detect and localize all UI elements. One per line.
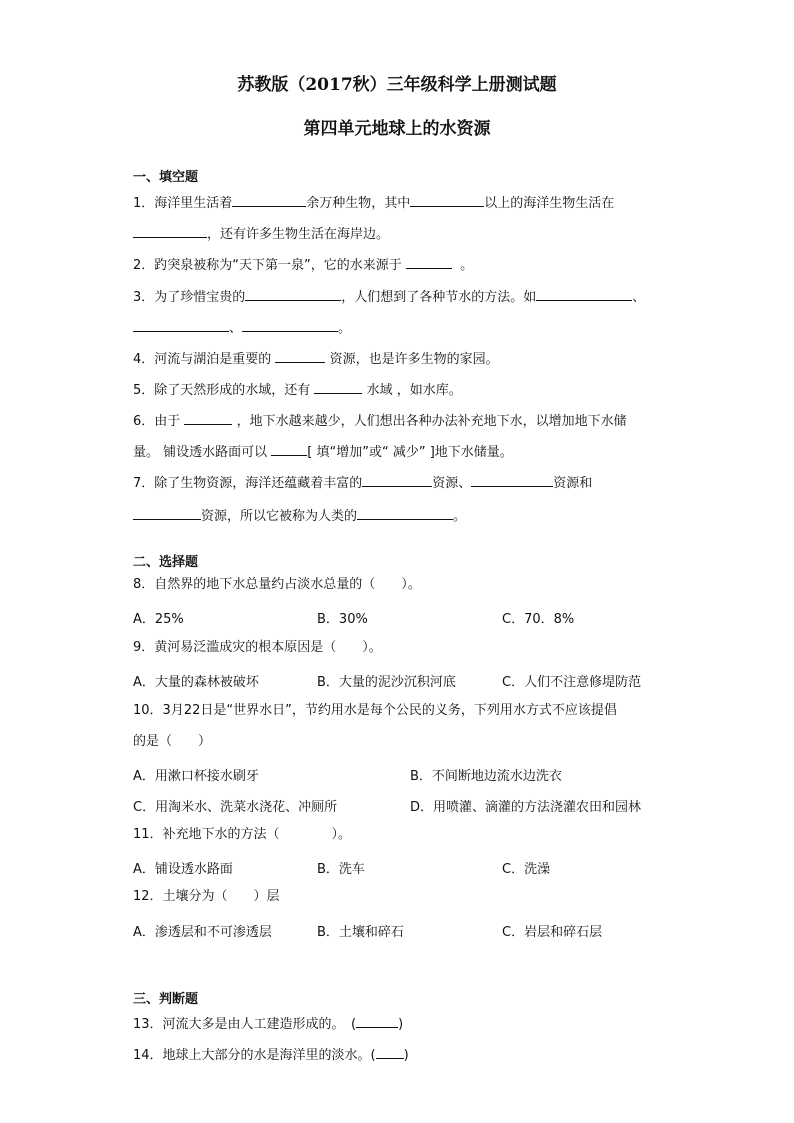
- q8-option-b[interactable]: B．30%: [317, 612, 368, 627]
- q1-text-a: 1．海洋里生活着: [133, 196, 233, 211]
- q9-option-b[interactable]: B．大量的泥沙沉积河底: [317, 675, 456, 690]
- question-6-line-2: [133, 442, 513, 461]
- q13-text: 13．河流大多是由人工建造形成的。 (: [133, 1017, 357, 1032]
- question-9: 9．黄河易泛滥成灾的根本原因是（ ）。: [133, 640, 382, 655]
- q6-text-c: 量。 铺设透水路面可以: [133, 445, 268, 460]
- question-14: [133, 1045, 409, 1064]
- q12-option-b[interactable]: B．土壤和碎石: [317, 925, 404, 940]
- question-11: 11．补充地下水的方法（ ）。: [133, 827, 352, 842]
- q13-close: ): [398, 1017, 404, 1032]
- q7-text-d: 资源，所以它被称为人类的: [201, 509, 358, 524]
- q1-text-b: 余万种生物，其中: [306, 196, 411, 211]
- q3-text-d: 、: [229, 321, 243, 336]
- q10-option-a[interactable]: A．用漱口杯接水刷牙: [133, 769, 259, 784]
- q11-option-c[interactable]: C．洗澡: [502, 862, 551, 877]
- question-7-line-2: [133, 506, 466, 525]
- q1-text-c: 以上的海洋生物生活在: [484, 196, 615, 211]
- answer-blank[interactable]: [471, 473, 553, 487]
- q3-text-e: 。: [338, 321, 352, 336]
- q8-option-a[interactable]: A．25%: [133, 612, 184, 627]
- q9-option-a[interactable]: A．大量的森林被破坏: [133, 675, 259, 690]
- question-1-line-2: [133, 224, 389, 243]
- question-7-line-1: [133, 473, 592, 492]
- question-10-line-2: 的是（ ）: [133, 734, 212, 749]
- q3-text-c: 、: [632, 290, 646, 305]
- q8-option-c[interactable]: C．70．8%: [502, 612, 575, 627]
- q7-text-b: 资源、: [432, 476, 472, 491]
- document-title: 苏教版（2017秋）三年级科学上册测试题: [237, 75, 557, 95]
- answer-blank[interactable]: [232, 193, 306, 207]
- question-6-line-1: [133, 411, 627, 430]
- answer-blank[interactable]: [357, 506, 453, 520]
- answer-blank[interactable]: [362, 473, 432, 487]
- q6-text-a: 6．由于: [133, 414, 181, 429]
- q10-option-d[interactable]: D．用喷灌、滴灌的方法浇灌农田和园林: [410, 800, 642, 815]
- q1-text-d: ，还有许多生物生活在海岸边。: [207, 227, 390, 242]
- answer-blank[interactable]: [536, 287, 632, 301]
- q3-text-a: 3．为了珍惜宝贵的: [133, 290, 246, 305]
- answer-blank[interactable]: [314, 380, 362, 394]
- q4-text-b: 资源，也是许多生物的家园。: [329, 352, 499, 367]
- q7-text-c: 资源和: [553, 476, 593, 491]
- question-3-line-2: [133, 318, 351, 337]
- question-4: [133, 349, 499, 368]
- answer-blank[interactable]: [275, 349, 325, 363]
- q2-text-a: 2．趵突泉被称为“天下第一泉”，它的水来源于: [133, 258, 402, 273]
- question-13: [133, 1014, 403, 1033]
- question-10-line-1: 10．3月22日是“世界水日”，节约用水是每个公民的义务，下列用水方式不应该提倡: [133, 703, 617, 718]
- answer-blank[interactable]: [133, 318, 229, 332]
- question-12: 12．土壤分为（ ）层: [133, 889, 280, 904]
- question-5: [133, 380, 462, 399]
- question-8: 8．自然界的地下水总量约占淡水总量的（ ）。: [133, 577, 421, 592]
- question-2: [133, 255, 473, 274]
- answer-blank[interactable]: [133, 506, 201, 520]
- q7-text-e: 。: [453, 509, 467, 524]
- q5-text-a: 5．除了天然形成的水域，还有: [133, 383, 311, 398]
- q14-text: 14．地球上大部分的水是海洋里的淡水。(: [133, 1048, 376, 1063]
- q6-text-b: ，地下水越来越少，人们想出各种办法补充地下水，以增加地下水储: [236, 414, 627, 429]
- q6-text-d: [ 填“增加”或“ 减少” ]地下水储量。: [307, 445, 513, 460]
- q12-option-c[interactable]: C．岩层和碎石层: [502, 925, 603, 940]
- question-1-line-1: [133, 193, 614, 212]
- q11-option-b[interactable]: B．洗车: [317, 862, 365, 877]
- answer-blank[interactable]: [410, 193, 484, 207]
- answer-blank[interactable]: [376, 1045, 404, 1059]
- answer-blank[interactable]: [133, 224, 207, 238]
- q4-text-a: 4．河流与湖泊是重要的: [133, 352, 272, 367]
- q14-close: ): [403, 1048, 409, 1063]
- q10-option-c[interactable]: C．用淘米水、洗菜水浇花、冲厕所: [133, 800, 338, 815]
- document-subtitle: 第四单元地球上的水资源: [303, 119, 491, 139]
- q5-text-b: 水域 ，如水库。: [366, 383, 462, 398]
- q2-text-b: 。: [460, 258, 474, 273]
- q12-option-a[interactable]: A．渗透层和不可渗透层: [133, 925, 272, 940]
- answer-blank[interactable]: [356, 1014, 398, 1028]
- section-heading-choice: 二、选择题: [133, 555, 199, 570]
- answer-blank[interactable]: [184, 411, 232, 425]
- q7-text-a: 7．除了生物资源，海洋还蕴藏着丰富的: [133, 476, 363, 491]
- q9-option-c[interactable]: C．人们不注意修堤防范: [502, 675, 642, 690]
- q10-option-b[interactable]: B．不间断地边流水边洗衣: [410, 769, 562, 784]
- answer-blank[interactable]: [271, 442, 307, 456]
- q11-option-a[interactable]: A．铺设透水路面: [133, 862, 233, 877]
- answer-blank[interactable]: [406, 255, 452, 269]
- q3-text-b: ，人们想到了各种节水的方法。如: [341, 290, 537, 305]
- answer-blank[interactable]: [242, 318, 338, 332]
- section-heading-fill: 一、填空题: [133, 170, 199, 185]
- section-heading-judge: 三、判断题: [133, 992, 199, 1007]
- question-3-line-1: [133, 287, 645, 306]
- answer-blank[interactable]: [245, 287, 341, 301]
